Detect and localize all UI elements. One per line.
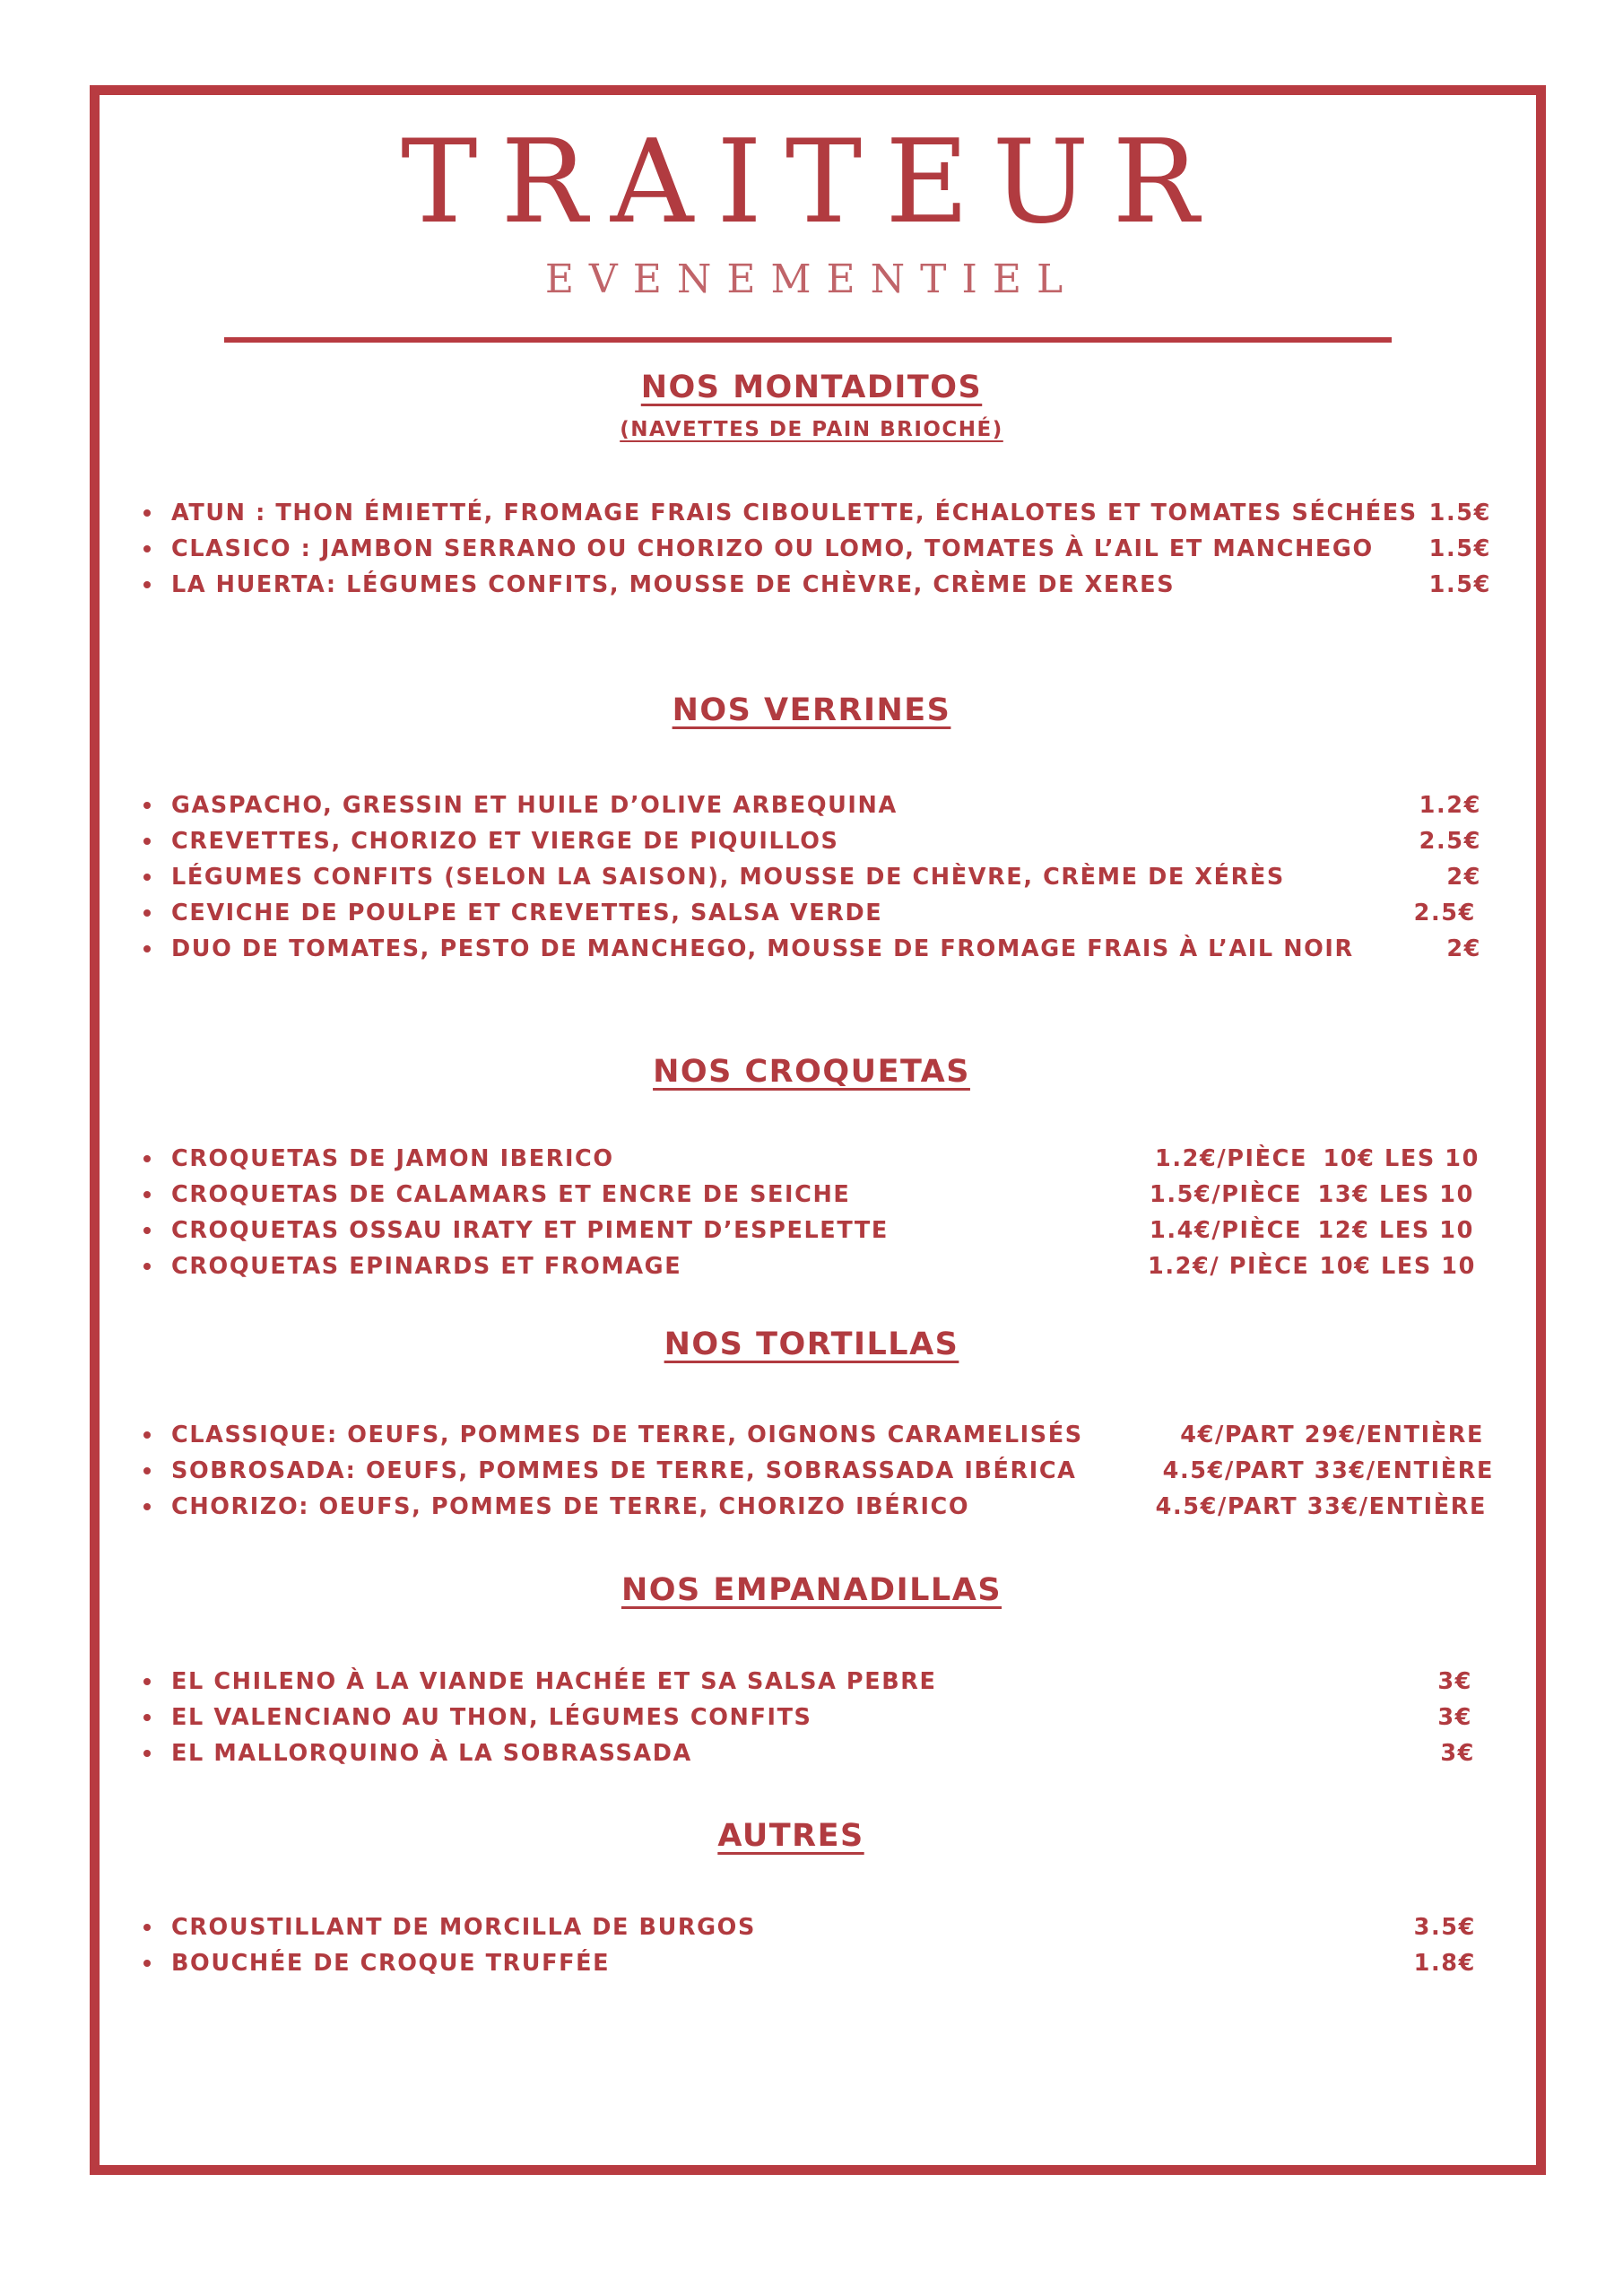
bullet-icon — [143, 931, 152, 967]
bullet-icon — [143, 1700, 152, 1735]
bullet-icon — [143, 1909, 152, 1945]
menu-item — [143, 823, 1488, 859]
item-price: 2.5€ — [1419, 828, 1481, 855]
item-name: CROQUETAS DE CALAMARS ET ENCRE DE SEICHE — [171, 1181, 851, 1208]
bullet-icon — [143, 531, 152, 567]
item-price: 4.5€/PART 33€/ENTIÈRE — [1162, 1457, 1494, 1484]
item-name: CLASSIQUE: OEUFS, POMMES DE TERRE, OIGNONS CARAMELISÉS — [171, 1422, 1083, 1448]
item-name: CROQUETAS DE JAMON IBERICO — [171, 1145, 614, 1172]
item-price: 2€ — [1446, 935, 1481, 962]
menu-item — [143, 1909, 1488, 1945]
menu-item — [143, 1177, 1488, 1213]
item-name: CHORIZO: OEUFS, POMMES DE TERRE, CHORIZO IBÉRICO — [171, 1493, 970, 1520]
section-title-empanadillas: NOS EMPANADILLAS — [621, 1572, 1002, 1608]
item-name: ATUN : THON ÉMIETTÉ, FROMAGE FRAIS CIBOULETTE, ÉCHALOTES ET TOMATES SÉCHÉES — [171, 500, 1418, 526]
bullet-icon — [143, 787, 152, 823]
item-name: EL VALENCIANO AU THON, LÉGUMES CONFITS — [171, 1704, 812, 1731]
bullet-icon — [143, 1664, 152, 1700]
bullet-icon — [143, 1177, 152, 1213]
item-name: DUO DE TOMATES, PESTO DE MANCHEGO, MOUSSE DE FROMAGE FRAIS À L’AIL NOIR — [171, 935, 1354, 962]
menu-item — [143, 1453, 1494, 1489]
menu-item — [143, 1417, 1488, 1453]
item-price: 1.5€ — [1428, 500, 1491, 526]
item-price: 1.2€ — [1419, 792, 1481, 819]
item-name: CEVICHE DE POULPE ET CREVETTES, SALSA VERDE — [171, 900, 883, 926]
menu-item — [143, 895, 1488, 931]
item-price: 3€ — [1437, 1704, 1472, 1731]
bullet-icon — [143, 1489, 152, 1525]
menu-item — [143, 1735, 1488, 1771]
item-price-unit: 1.2€/ PIÈCE — [1148, 1253, 1310, 1280]
bullet-icon — [143, 1945, 152, 1981]
item-price: 2€ — [1446, 864, 1481, 891]
menu-item — [143, 787, 1488, 823]
item-name: LÉGUMES CONFITS (SELON LA SAISON), MOUSSE DE CHÈVRE, CRÈME DE XÉRÈS — [171, 864, 1285, 891]
item-name: LA HUERTA: LÉGUMES CONFITS, MOUSSE DE CHÈVRE, CRÈME DE XERES — [171, 571, 1176, 598]
item-name: SOBROSADA: OEUFS, POMMES DE TERRE, SOBRASSADA IBÉRICA — [171, 1457, 1077, 1484]
bullet-icon — [143, 1735, 152, 1771]
item-name: CROUSTILLANT DE MORCILLA DE BURGOS — [171, 1914, 756, 1941]
bullet-icon — [143, 1417, 152, 1453]
bullet-icon — [143, 1213, 152, 1248]
menu-item — [143, 1664, 1488, 1700]
menu-item — [143, 1248, 1488, 1284]
item-name: CROQUETAS EPINARDS ET FROMAGE — [171, 1253, 682, 1280]
item-price-unit: 1.2€/PIÈCE — [1155, 1145, 1307, 1172]
item-price: 4.5€/PART 33€/ENTIÈRE — [1155, 1493, 1487, 1520]
item-name: BOUCHÉE DE CROQUE TRUFFÉE — [171, 1950, 611, 1977]
item-price-bulk: 12€ LES 10 — [1317, 1217, 1474, 1244]
section-subtitle-montaditos: (NAVETTES DE PAIN BRIOCHÉ) — [620, 418, 1003, 441]
item-name: CREVETTES, CHORIZO ET VIERGE DE PIQUILLOS — [171, 828, 839, 855]
menu-item — [143, 1141, 1488, 1177]
menu-item — [143, 859, 1488, 895]
item-price-bulk: 10€ LES 10 — [1323, 1145, 1480, 1172]
item-name: EL CHILENO À LA VIANDE HACHÉE ET SA SALSA PEBRE — [171, 1668, 937, 1695]
section-title-verrines: NOS VERRINES — [672, 692, 951, 728]
title-divider — [224, 337, 1392, 343]
menu-subtitle: EVENEMENTIEL — [544, 257, 1079, 302]
bullet-icon — [143, 859, 152, 895]
item-name: EL MALLORQUINO À LA SOBRASSADA — [171, 1740, 692, 1767]
menu-item — [143, 1700, 1488, 1735]
menu-item — [143, 495, 1491, 531]
menu-item — [143, 1489, 1488, 1525]
section-title-autres: AUTRES — [717, 1818, 864, 1854]
item-price-unit: 1.4€/PIÈCE — [1150, 1217, 1302, 1244]
menu-item — [143, 531, 1491, 567]
menu-item — [143, 1213, 1488, 1248]
menu-item — [143, 567, 1491, 603]
bullet-icon — [143, 495, 152, 531]
section-title-tortillas: NOS TORTILLAS — [664, 1326, 959, 1362]
item-price: 3€ — [1437, 1668, 1472, 1695]
section-title-montaditos: NOS MONTADITOS — [640, 370, 983, 405]
item-name: GASPACHO, GRESSIN ET HUILE D’OLIVE ARBEQUINA — [171, 792, 898, 819]
bullet-icon — [143, 823, 152, 859]
item-price: 1.5€ — [1428, 535, 1491, 562]
menu-title: TRAITEUR — [401, 116, 1222, 249]
item-price: 1.8€ — [1413, 1950, 1476, 1977]
item-price-unit: 1.5€/PIÈCE — [1150, 1181, 1302, 1208]
bullet-icon — [143, 1141, 152, 1177]
item-price-bulk: 10€ LES 10 — [1319, 1253, 1476, 1280]
item-name: CLASICO : JAMBON SERRANO OU CHORIZO OU LOMO, TOMATES À L’AIL ET MANCHEGO — [171, 535, 1374, 562]
item-price: 2.5€ — [1413, 900, 1476, 926]
item-price: 1.5€ — [1428, 571, 1491, 598]
section-title-croquetas: NOS CROQUETAS — [653, 1054, 970, 1090]
item-price: 3€ — [1440, 1740, 1475, 1767]
item-name: CROQUETAS OSSAU IRATY ET PIMENT D’ESPELETTE — [171, 1217, 889, 1244]
menu-item — [143, 931, 1488, 967]
bullet-icon — [143, 1248, 152, 1284]
bullet-icon — [143, 895, 152, 931]
menu-item — [143, 1945, 1488, 1981]
item-price: 4€/PART 29€/ENTIÈRE — [1180, 1422, 1484, 1448]
item-price-bulk: 13€ LES 10 — [1317, 1181, 1474, 1208]
item-price: 3.5€ — [1413, 1914, 1476, 1941]
bullet-icon — [143, 567, 152, 603]
bullet-icon — [143, 1453, 152, 1489]
